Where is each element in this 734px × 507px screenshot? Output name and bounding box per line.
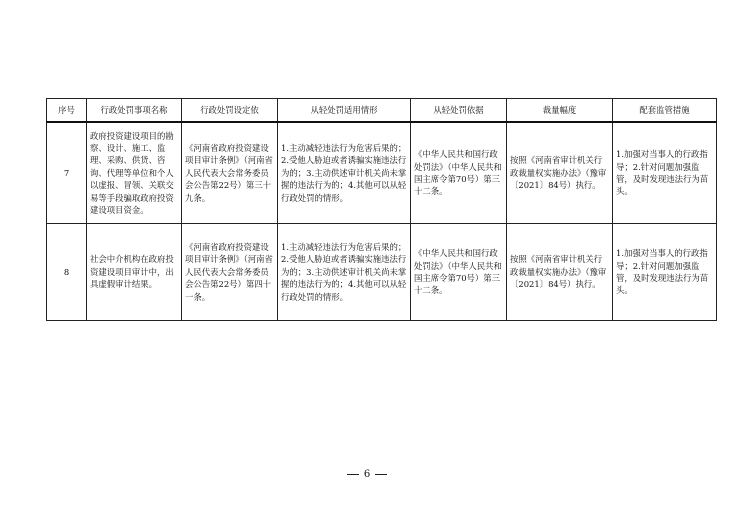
cell-measures: 1.加强对当事人的行政指导；2.针对问题加强监管，及时发现违法行为苗头。	[613, 224, 717, 321]
cell-basis: 《河南省政府投资建设项目审计条例》（河南省人民代表大会常务委员会公告第22号）第四十一条。	[182, 224, 278, 321]
penalty-table	[46, 98, 717, 321]
cell-item-name: 政府投资建设项目的勘察、设计、施工、监理、采购、供货、咨询、代理等单位和个人以虚报、冒领、关联交易等手段骗取政府投资建设项目资金。	[87, 122, 182, 224]
header-range: 裁量幅度	[507, 99, 613, 123]
table-row	[47, 122, 717, 224]
table-row	[47, 224, 717, 321]
cell-range: 按照《河南省审计机关行政裁量权实施办法》（豫审〔2021〕84号）执行。	[507, 224, 613, 321]
cell-situation: 1.主动减轻违法行为危害后果的；2.受他人胁迫或者诱骗实施违法行为的；3.主动供述审计机关尚未掌握的违法行为的；4.其他可以从轻行政处罚的情形。	[278, 122, 411, 224]
table-header-row	[47, 99, 717, 123]
cell-lenient-basis: 《中华人民共和国行政处罚法》（中华人民共和国主席令第70号）第三十二条。	[411, 122, 507, 224]
page-number: 6	[363, 469, 371, 480]
header-basis: 行政处罚设定依	[182, 99, 278, 123]
cell-lenient-basis: 《中华人民共和国行政处罚法》（中华人民共和国主席令第70号）第三十二条。	[411, 224, 507, 321]
footer-dash-right	[375, 474, 387, 475]
header-item-name: 行政处罚事项名称	[87, 99, 182, 123]
header-no: 序号	[47, 99, 87, 123]
header-situation: 从轻处罚适用情形	[278, 99, 411, 123]
cell-basis: 《河南省政府投资建设项目审计条例》（河南省人民代表大会常务委员会公告第22号）第三十九条。	[182, 122, 278, 224]
header-measures: 配套监管措施	[613, 99, 717, 123]
header-lenient-basis: 从轻处罚依据	[411, 99, 507, 123]
cell-item-name: 社会中介机构在政府投资建设项目审计中，出具虚假审计结果。	[87, 224, 182, 321]
cell-no: 7	[47, 122, 87, 224]
footer-dash-left	[347, 474, 359, 475]
page-footer	[0, 469, 734, 480]
cell-no: 8	[47, 224, 87, 321]
cell-range: 按照《河南省审计机关行政裁量权实施办法》（豫审〔2021〕84号）执行。	[507, 122, 613, 224]
cell-measures: 1.加强对当事人的行政指导；2.针对问题加强监管，及时发现违法行为苗头。	[613, 122, 717, 224]
cell-situation: 1.主动减轻违法行为危害后果的；2.受他人胁迫或者诱骗实施违法行为的；3.主动供述审计机关尚未掌握的违法行为的；4.其他可以从轻行政处罚的情形。	[278, 224, 411, 321]
